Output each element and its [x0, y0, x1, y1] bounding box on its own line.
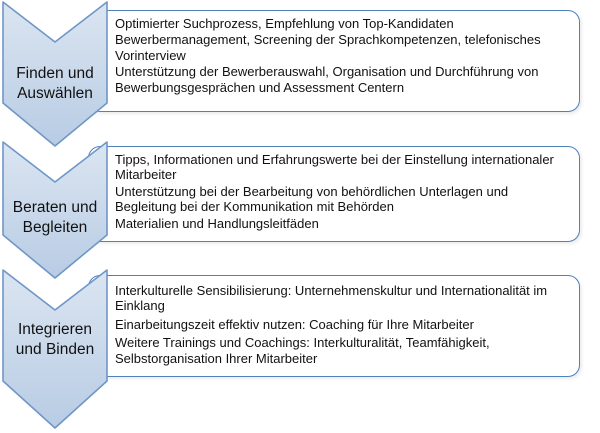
stage-bullet-item	[103, 152, 571, 183]
bullet-text: Bewerbermanagement, Screening der Sprachkompetenzen, telefonisches Vorinterview	[115, 32, 541, 63]
stage-bullet-item	[103, 335, 571, 366]
stage-bullet-list	[103, 16, 571, 95]
stage-label-line: und Binden	[15, 341, 95, 358]
stage-label-line: Finden und	[16, 65, 94, 82]
bullet-text: Interkulturelle Sensibilisierung: Unternehmenskultur und Internationalität im Einklang	[115, 283, 548, 314]
stage-bullet-item	[103, 216, 571, 231]
stage-bullet-item	[103, 283, 571, 314]
stage-label-line: Integrieren	[17, 321, 93, 338]
bullet-text: Weitere Trainings und Coachings: Interkulturalität, Teamfähigkeit, Selbstorganisation Ihrer Mitarbeiter	[115, 335, 490, 366]
bullet-text: Unterstützung der Bewerberauswahl, Organisation und Durchführung von Bewerbungsgesprächen und Assessment Centern	[115, 64, 539, 95]
bullet-text: Einarbeitungszeit effektiv nutzen: Coaching für Ihre Mitarbeiter	[115, 316, 474, 332]
stage-bullet-item	[103, 64, 571, 95]
stage-finden-und-auswaehlen	[0, 0, 600, 150]
stage-label	[4, 320, 106, 360]
bullet-text: Unterstützung bei der Bearbeitung von behördlichen Unterlagen und Begleitung bei der Kommunikation mit Behörden	[115, 183, 509, 215]
stage-beraten-und-begleiten	[0, 140, 600, 280]
stage-bullet-list	[103, 152, 571, 231]
stage-detail-box	[88, 275, 580, 377]
stage-bullet-item	[103, 317, 571, 332]
stage-detail-box	[88, 146, 580, 242]
stage-bullet-item	[103, 32, 571, 63]
stage-detail-box	[88, 10, 580, 112]
bullet-text: Materialien und Handlungsleitfäden	[115, 215, 319, 231]
stage-integrieren-und-binden	[0, 268, 600, 433]
stage-bullet-item	[103, 16, 571, 31]
stage-bullet-item	[103, 184, 571, 215]
bullet-text: Tipps, Informationen und Erfahrungswerte bei der Einstellung internationaler Mitarbeiter	[115, 152, 554, 183]
stage-label	[4, 64, 106, 104]
stage-label	[4, 198, 106, 238]
stage-bullet-list	[103, 283, 571, 366]
bullet-text: Optimierter Suchprozess, Empfehlung von Top-Kandidaten	[115, 16, 454, 31]
stage-label-line: Begleiten	[22, 219, 88, 236]
stage-label-line: Beraten und	[12, 199, 98, 216]
stage-label-line: Auswählen	[17, 85, 93, 102]
